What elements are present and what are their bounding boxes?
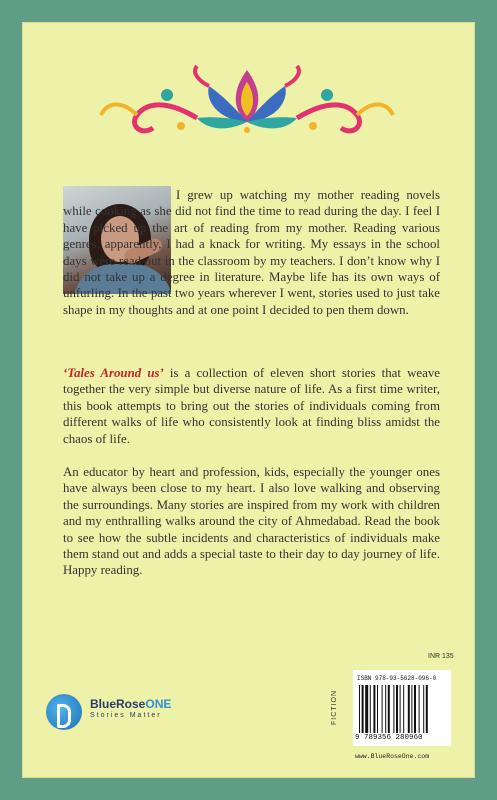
barcode-stripe xyxy=(393,685,394,733)
barcode-stripe xyxy=(385,685,386,733)
barcode-stripe xyxy=(414,685,416,733)
isbn-label: ISBN 978-93-5628-096-0 xyxy=(357,675,437,682)
price-label: INR 135 xyxy=(428,653,454,660)
barcode-stripe xyxy=(419,685,420,733)
synopsis-text: is a collection of eleven short stories that weave together the very simple but diverse nature of life. As a first time writer, this book attempts to bring out the stories of individuals coming from different walks of life who consistently look at finding bliss amidst the chaos of life. xyxy=(63,366,440,446)
barcode-stripe xyxy=(408,685,410,733)
barcode-stripe xyxy=(373,685,375,733)
barcode-number: 9 789356 280960 xyxy=(355,734,423,742)
barcode-stripe xyxy=(388,685,390,733)
book-synopsis xyxy=(63,365,440,447)
author-bio-text: I grew up watching my mother reading novels while cooking as she did not find the time to read during the day. I feel I have picked up the art of reading from my mother. Reading various genres, apparently, I had a knack for writing. My essays in the school days were read out in the classroom by my teachers. I don’t know why I did not take up a degree in literature. Maybe life has its own ways of unfurling. In the past two years wherever I went, stories used to just take shape in my thoughts and at one point I decided to pen them down. xyxy=(63,188,440,317)
genre-label: FICTION xyxy=(331,690,338,725)
barcode-stripe xyxy=(426,685,428,733)
lotus-ornament xyxy=(97,60,397,140)
barcode-stripe xyxy=(382,685,383,733)
book-title: ‘Tales Around us’ xyxy=(63,366,164,380)
barcode-bars xyxy=(359,685,445,733)
author-bio xyxy=(63,187,440,318)
closing-paragraph: An educator by heart and profession, kids, especially the younger ones have always been close to my heart. I also love walking and observing the surroundings. Many stories are inspired from my work with children and my enthralling walks around the city of Ahmedabad. Read the book to see how the subtle incidents and characteristics of individuals make them stand out and adds a special taste to their day to day journey of life. Happy reading. xyxy=(63,465,440,578)
barcode-stripe xyxy=(423,685,424,733)
barcode-stripe xyxy=(377,685,378,733)
barcode-stripe xyxy=(370,685,371,733)
publisher-tagline: Stories Matter xyxy=(90,712,162,719)
bluerose-logo-icon xyxy=(46,694,82,730)
barcode-stripe xyxy=(403,685,404,733)
publisher-name: BlueRoseONE xyxy=(90,697,172,711)
barcode-stripe xyxy=(396,685,398,733)
barcode xyxy=(353,670,451,746)
barcode-stripe xyxy=(359,685,360,733)
publisher-website: www.BlueRoseOne.com xyxy=(355,753,430,760)
barcode-stripe xyxy=(362,685,364,733)
barcode-stripe xyxy=(411,685,412,733)
publisher-logo xyxy=(46,690,206,740)
barcode-stripe xyxy=(400,685,401,733)
barcode-stripe xyxy=(365,685,368,733)
